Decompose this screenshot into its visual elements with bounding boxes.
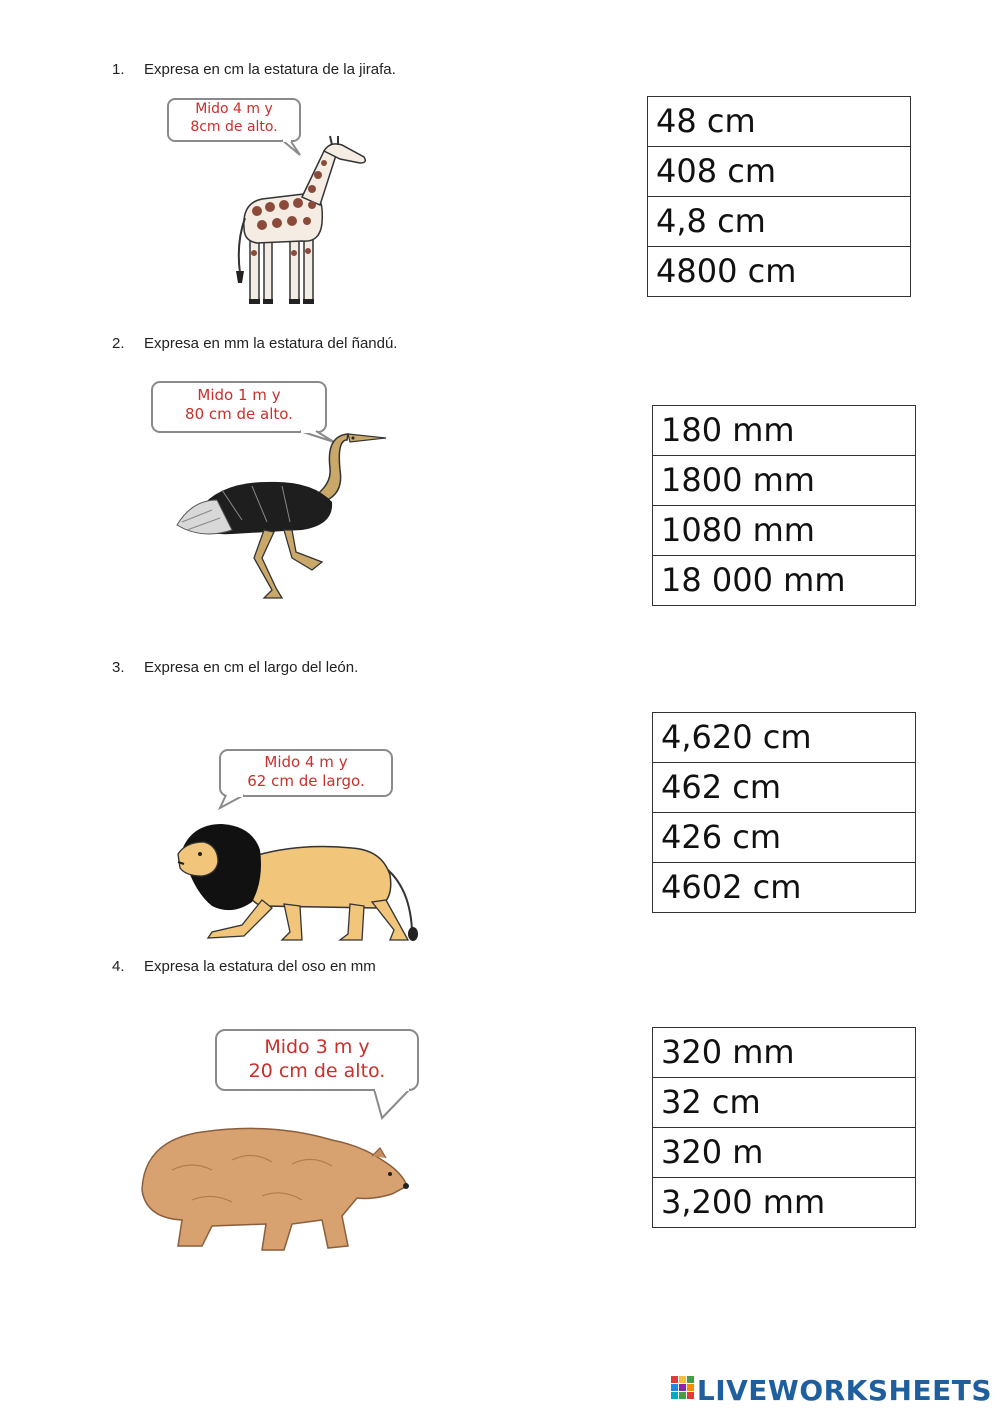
question-1-prompt: 1. Expresa en cm la estatura de la jirafa. [112, 61, 396, 78]
answer-option[interactable]: 3,200 mm [661, 1183, 826, 1221]
answer-option[interactable]: 4800 cm [656, 252, 797, 290]
answer-option[interactable]: 320 m [653, 1128, 915, 1178]
answer-option[interactable]: 4,620 cm [653, 713, 915, 763]
answer-option[interactable]: 4,8 cm [648, 197, 910, 247]
answer-options-2 [652, 405, 916, 606]
speech-bubble-lion: Mido 4 m y 62 cm de largo. [218, 748, 398, 810]
bear-icon [132, 1120, 412, 1260]
answer-option[interactable]: 18 000 mm [661, 561, 846, 599]
liveworksheets-logo-icon [671, 1376, 695, 1405]
answer-option[interactable]: 48 cm [648, 97, 910, 147]
question-4-prompt: 4. Expresa la estatura del oso en mm [112, 958, 376, 975]
speech-bubble-rhea: Mido 1 m y 80 cm de alto. [150, 380, 340, 444]
answer-option[interactable]: 1800 mm [653, 456, 915, 506]
answer-options-4 [652, 1027, 916, 1228]
answer-option[interactable]: 1080 mm [653, 506, 915, 556]
rhea-icon [172, 430, 392, 602]
question-2-prompt: 2. Expresa en mm la estatura del ñandú. [112, 335, 398, 352]
answer-option[interactable]: 4602 cm [661, 868, 802, 906]
giraffe-icon [232, 133, 377, 308]
answer-option[interactable]: 426 cm [653, 813, 915, 863]
answer-option[interactable]: 180 mm [653, 406, 915, 456]
answer-option[interactable]: 32 cm [653, 1078, 915, 1128]
liveworksheets-logo[interactable] [671, 1374, 992, 1407]
answer-options-1 [647, 96, 911, 297]
answer-option[interactable]: 320 mm [653, 1028, 915, 1078]
speech-bubble-bear: Mido 3 m y 20 cm de alto. [214, 1028, 424, 1120]
lion-icon [172, 820, 422, 945]
answer-option[interactable]: 462 cm [653, 763, 915, 813]
answer-option[interactable]: 408 cm [648, 147, 910, 197]
logo-text: LIVEWORKSHEETS [696, 1374, 992, 1407]
question-3-prompt: 3. Expresa en cm el largo del león. [112, 659, 359, 676]
answer-options-3 [652, 712, 916, 913]
speech-bubble-giraffe: Mido 4 m y 8cm de alto. [166, 97, 306, 157]
